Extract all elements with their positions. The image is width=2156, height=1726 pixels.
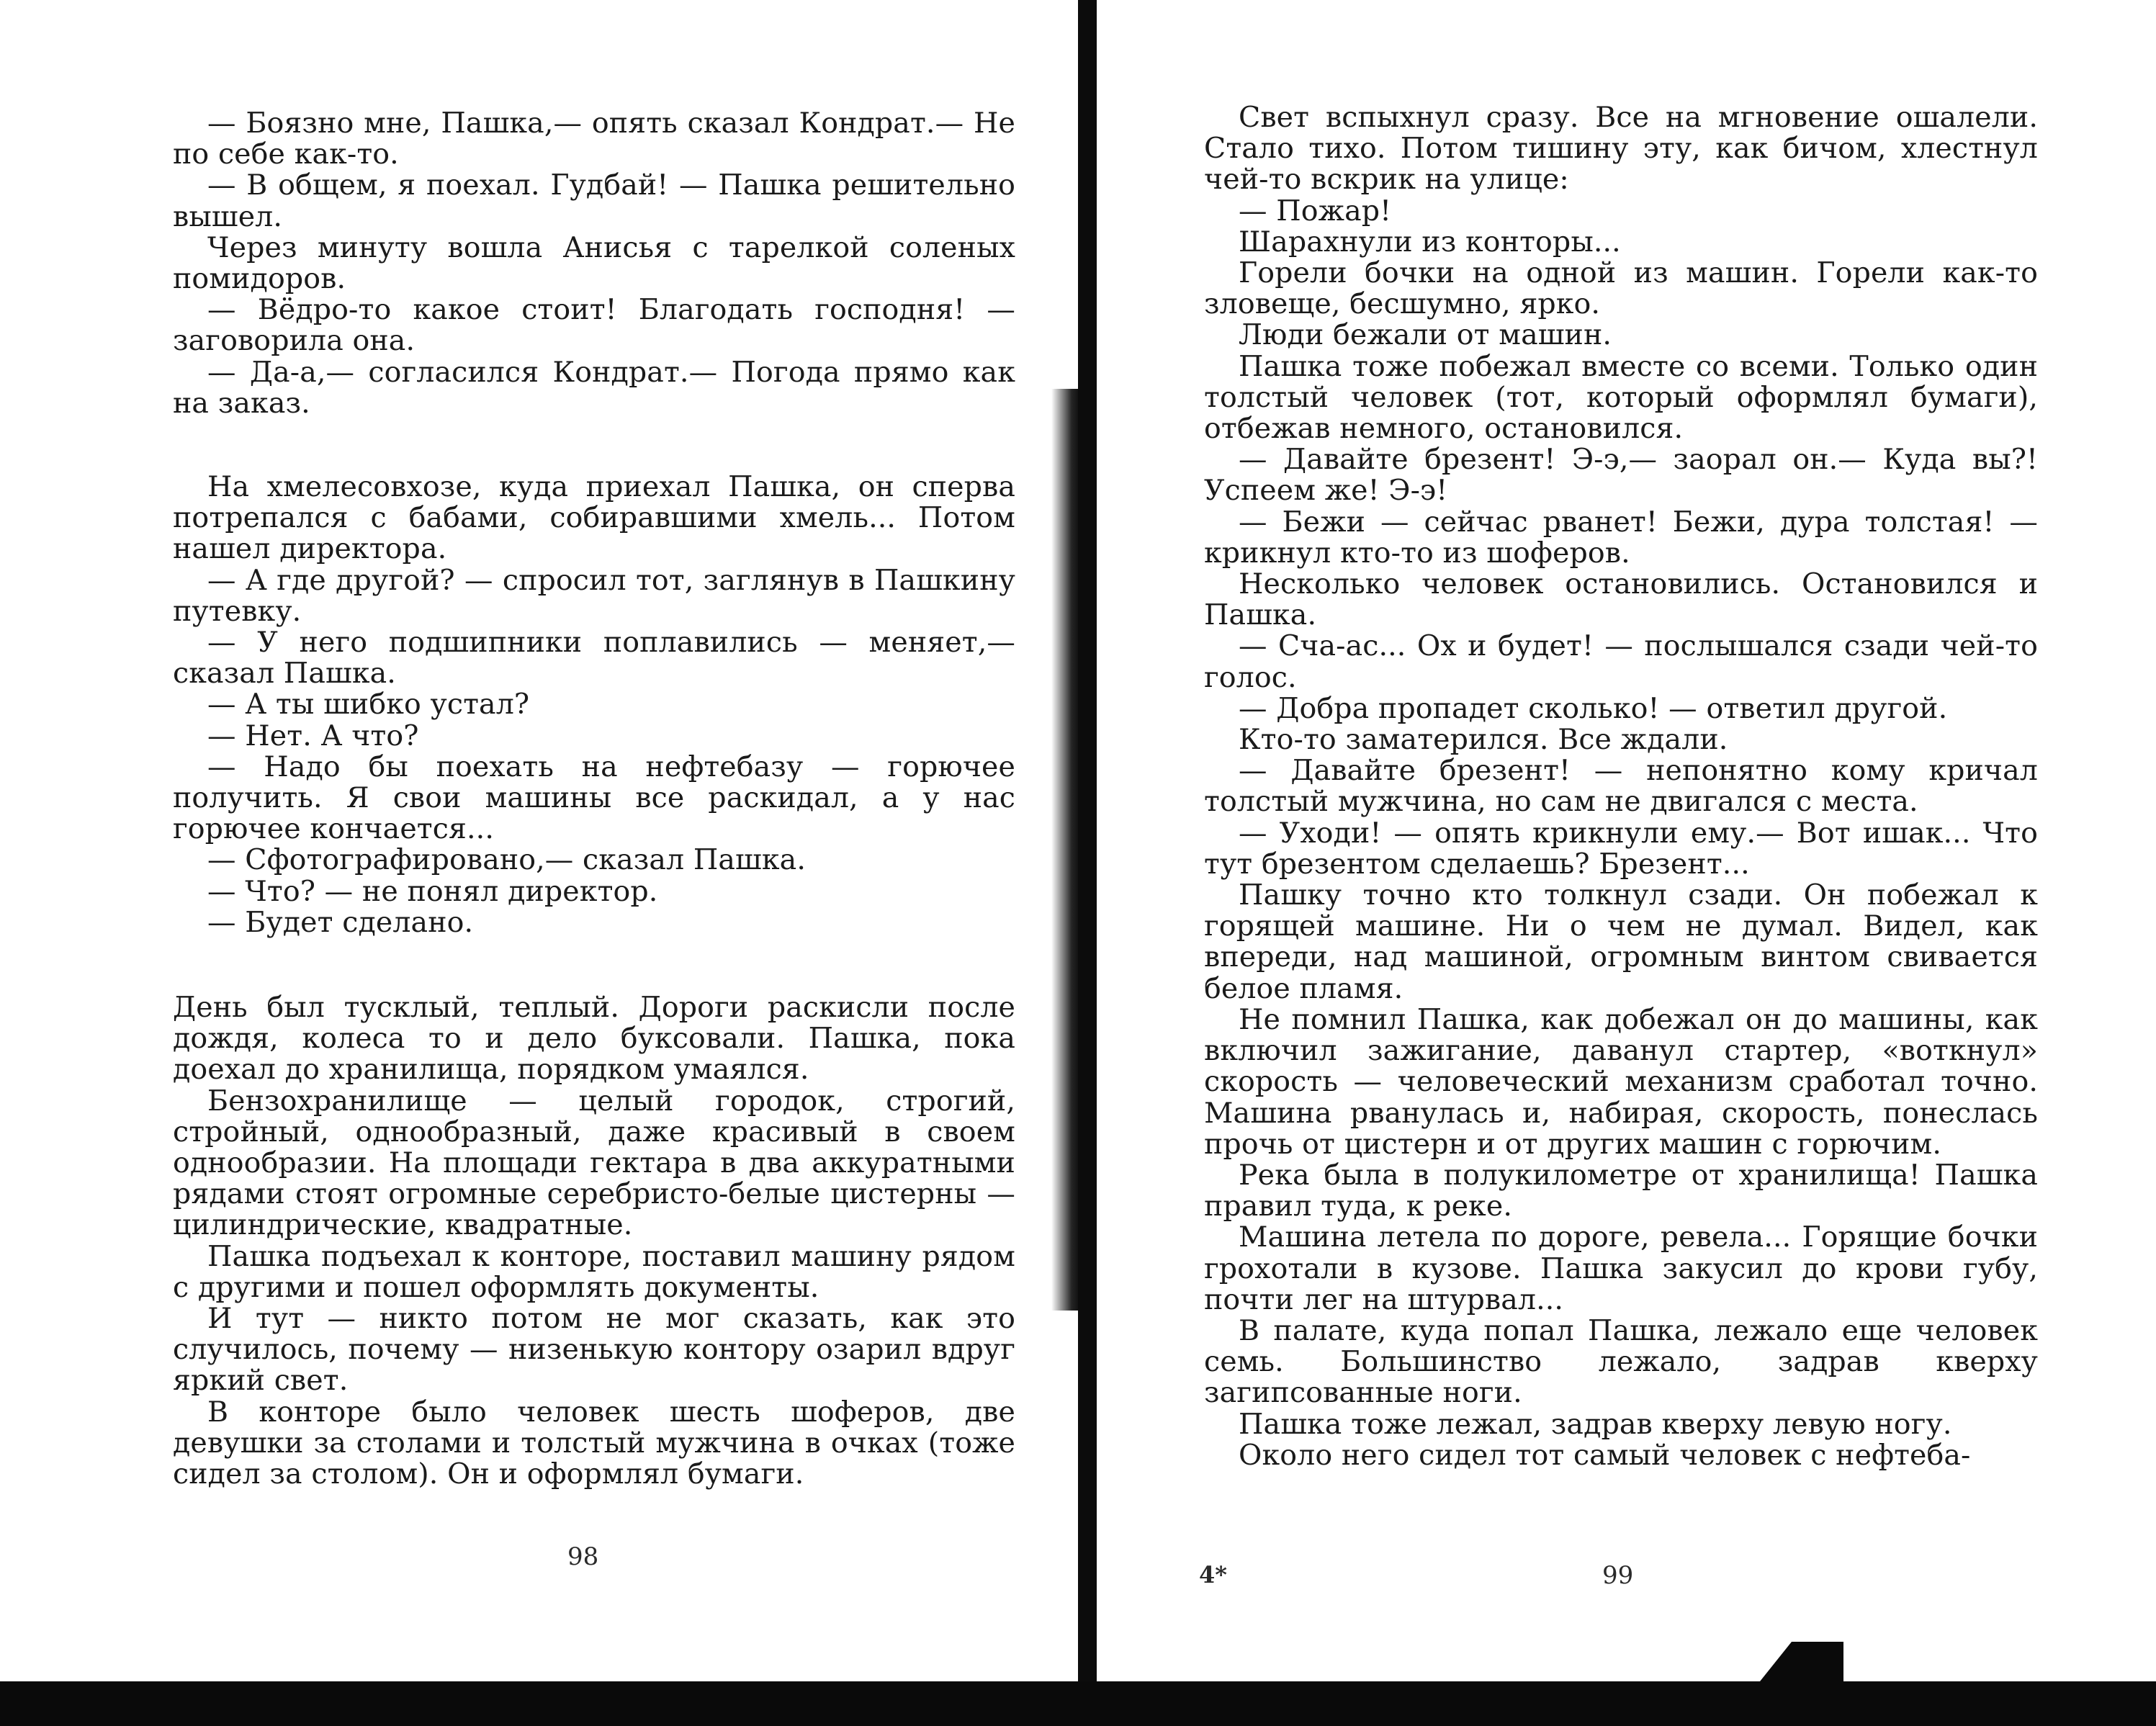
scan-bottom-edge xyxy=(0,1681,2156,1726)
paragraph: На хмелесовхозе, куда приехал Пашка, он сперва потрепался с бабами, собиравшими хмель... Потом нашел директора. xyxy=(173,470,1015,566)
paragraph: — Сча-ас... Ох и будет! — послышался сзади чей-то голос. xyxy=(1204,629,2038,694)
paragraph: Несколько человек остановились. Остановился и Пашка. xyxy=(1204,567,2038,632)
right-section-1 xyxy=(1204,102,2038,1471)
paragraph: — Боязно мне, Пашка,— опять сказал Кондрат.— Не по себе как-то. xyxy=(173,107,1015,171)
paragraph: — Добра пропадет сколько! — ответил другой. xyxy=(1239,691,1948,725)
paragraph: Люди бежали от машин. xyxy=(1239,318,1612,352)
left-section-1 xyxy=(173,108,1015,419)
paragraph: — Да-а,— согласился Кондрат.— Погода прямо как на заказ. xyxy=(173,355,1015,420)
paragraph: — А где другой? — спросил тот, заглянув в Пашкину путевку. xyxy=(173,563,1015,628)
paragraph: День был тусклый, теплый. Дороги раскисли после дождя, колеса то и дело буксовали. Пашка, пока доехал до хранилища, порядком умаялся. xyxy=(173,991,1015,1087)
paragraph: Через минуту вошла Анисья с тарелкой соленых помидоров. xyxy=(173,230,1015,296)
paragraph: — Уходи! — опять крикнули ему.— Вот ишак... Что тут брезентом сделаешь? Брезент... xyxy=(1204,816,2038,881)
paragraph: Машина летела по дороге, ревела... Горящие бочки грохотали в кузове. Пашка закусил до крови губу, почти лег на штурвал... xyxy=(1204,1221,2038,1316)
paragraph: Горели бочки на одной из машин. Горели как-то зловеще, бесшумно, ярко. xyxy=(1204,256,2038,321)
page-number-left: 98 xyxy=(567,1542,599,1571)
paragraph: Пашку точно кто толкнул сзади. Он побежал к горящей машине. Ни о чем не думал. Видел, как впереди, над машиной, огромным винтом свивается белое пламя. xyxy=(1204,878,2038,1005)
spine-shadow xyxy=(1051,389,1080,1311)
book-spine xyxy=(1078,0,1097,1699)
left-section-2 xyxy=(173,472,1015,938)
paragraph: — В общем, я поехал. Гудбай! — Пашка решительно вышел. xyxy=(173,168,1015,233)
right-page xyxy=(1078,0,2156,1726)
signature-mark: 4* xyxy=(1199,1561,1227,1588)
paragraph: Пашка подъехал к конторе, поставил машину рядом с другими и пошел оформлять документы. xyxy=(173,1239,1015,1304)
paragraph: — Что? — не понял директор. xyxy=(207,874,658,908)
paragraph: Около него сидел тот самый человек с нефтеба- xyxy=(1239,1438,1971,1472)
paragraph: — Надо бы поехать на нефтебазу — горючее получить. Я свои машины все раскидал, а у нас горючее кончается... xyxy=(173,750,1015,846)
paragraph: — Давайте брезент! Э-э,— заорал он.— Куда вы?! Успеем же! Э-э! xyxy=(1204,443,2038,508)
paragraph: — У него подшипники поплавились — меняет,— сказал Пашка. xyxy=(173,626,1015,691)
paragraph: Шарахнули из конторы... xyxy=(1239,225,1621,259)
paragraph: — Будет сделано. xyxy=(207,905,474,939)
paragraph: Кто-то заматерился. Все ждали. xyxy=(1239,723,1728,757)
paragraph: Пашка тоже лежал, задрав кверху левую ногу. xyxy=(1239,1407,1952,1441)
paragraph: В палате, куда попал Пашка, лежало еще человек семь. Большинство лежало, задрав кверху загипсованные ноги. xyxy=(1204,1313,2038,1410)
paragraph: Свет вспыхнул сразу. Все на мгновение ошалели. Стало тихо. Потом тишину эту, как бичом, хлестнул чей-то вскрик на улице: xyxy=(1204,101,2038,197)
paragraph: Не помнил Пашка, как добежал он до машины, как включил зажигание, даванул стартер, «воткнул» скорость — человеческий механизм сработал точно. Машина рванулась и, набирая, скорость, понеслась прочь от цистерн и от других машин с горючим. xyxy=(1204,1002,2038,1161)
paragraph: — Вёдро-то какое стоит! Благодать господня! — заговорила она. xyxy=(173,293,1015,358)
paragraph: — Бежи — сейчас рванет! Бежи, дура толстая! — крикнул кто-то из шоферов. xyxy=(1204,505,2038,570)
paragraph: — Пожар! xyxy=(1239,194,1392,228)
paragraph: Пашка тоже побежал вместе со всеми. Только один толстый человек (тот, который оформлял бумаги), отбежав немного, остановился. xyxy=(1204,349,2038,446)
paragraph: Река была в полукилометре от хранилища! Пашка правил туда, к реке. xyxy=(1204,1158,2038,1223)
paragraph: — Нет. А что? xyxy=(207,719,419,752)
paragraph: — Давайте брезент! — непонятно кому кричал толстый мужчина, но сам не двигался с места. xyxy=(1204,754,2038,819)
paragraph: — А ты шибко устал? xyxy=(207,688,530,722)
left-section-3 xyxy=(173,992,1015,1490)
paragraph: И тут — никто потом не мог сказать, как это случилось, почему — низенькую контору озарил вдруг яркий свет. xyxy=(173,1302,1015,1398)
page-number-right: 99 xyxy=(1602,1561,1634,1590)
paragraph: — Сфотографировано,— сказал Пашка. xyxy=(207,843,806,877)
paragraph: В конторе было человек шесть шоферов, две девушки за столами и толстый мужчина в очках (тоже сидел за столом). Он и оформлял бумаги. xyxy=(173,1395,1015,1491)
paragraph: Бензохранилище — целый городок, строгий, стройный, однообразный, даже красивый в своем однообразии. На площади гектара в два аккуратными рядами стоят огромные серебристо-белые цистерны — цилиндрические, квадратные. xyxy=(173,1084,1015,1242)
